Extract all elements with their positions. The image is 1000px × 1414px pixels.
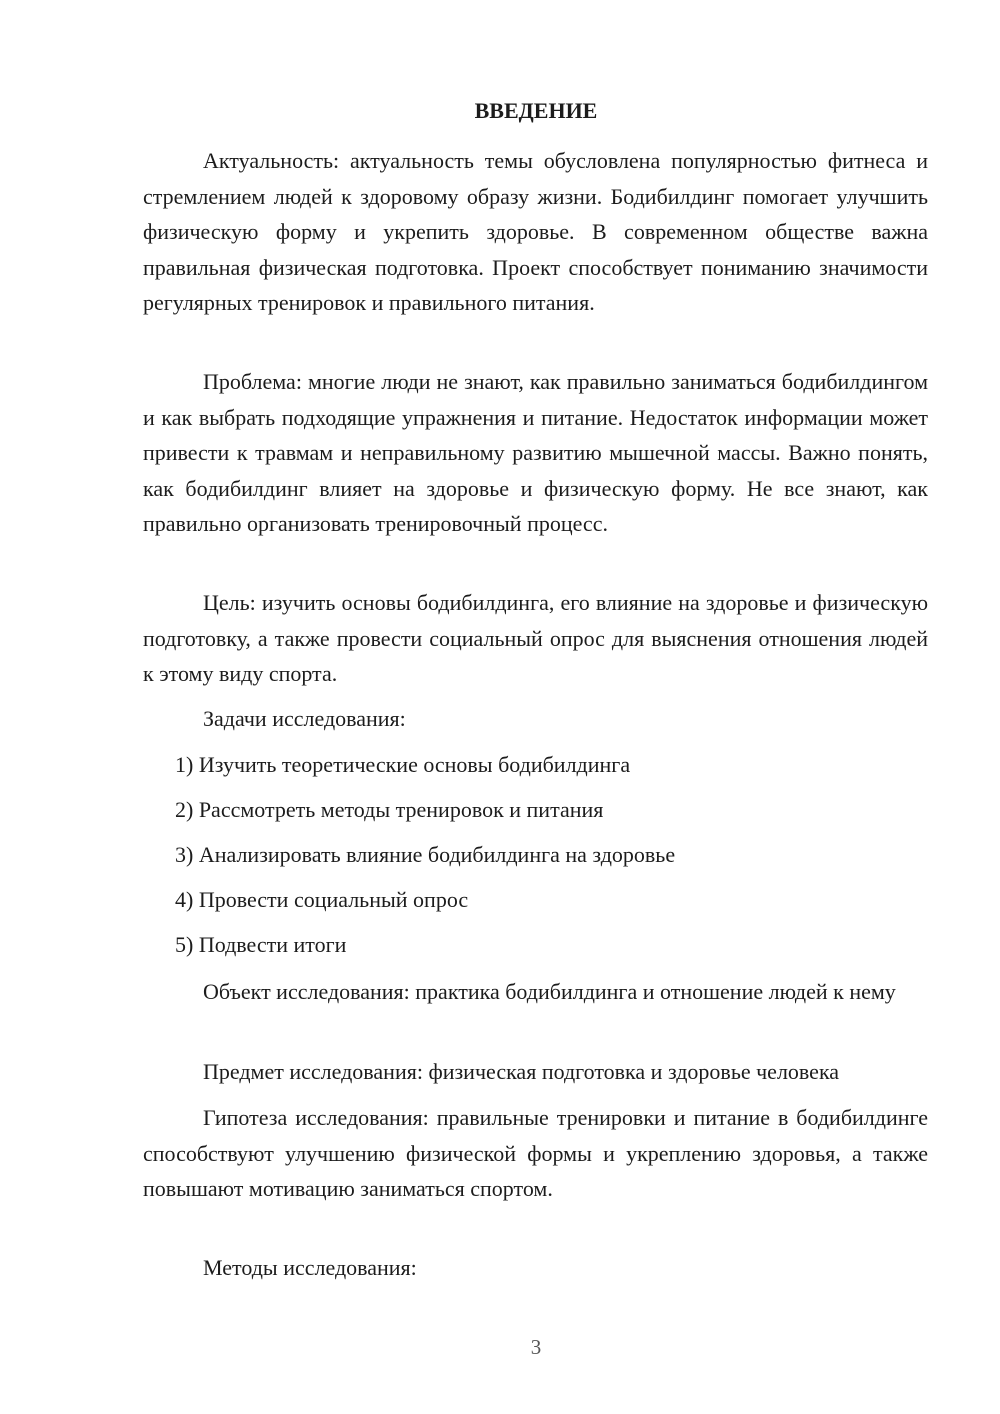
page-title: ВВЕДЕНИЕ [474, 98, 598, 123]
task-item: 4) Провести социальный опрос [175, 887, 469, 912]
task-item: 3) Анализировать влияние бодибилдинга на здоровье [175, 842, 676, 867]
object-paragraph: Объект исследования: практика бодибилдинга и отношение людей к нему [203, 979, 896, 1004]
goal-paragraph: Цель: изучить основы бодибилдинга, его влияние на здоровье и физическую подготовку, а также провести социальный опрос для выяснения отношения людей к этому виду спорта. [143, 590, 928, 686]
hypothesis-paragraph: Гипотеза исследования: правильные тренировки и питание в бодибилдинге способствуют улучшению физической формы и укреплению здоровья, а также повышают мотивацию заниматься спортом. [143, 1105, 928, 1201]
relevance-paragraph: Актуальность: актуальность темы обусловлена популярностью фитнеса и стремлением людей к здоровому образу жизни. Бодибилдинг помогает улучшить физическую форму и укрепить здоровье. В современном обществе важна правильная физическая подготовка. Проект способствует пониманию значимости регулярных тренировок и правильного питания. [143, 148, 928, 315]
subject-paragraph: Предмет исследования: физическая подготовка и здоровье человека [203, 1059, 840, 1084]
tasks-heading: Задачи исследования: [203, 706, 406, 731]
task-item: 2) Рассмотреть методы тренировок и питания [175, 797, 604, 822]
methods-heading: Методы исследования: [203, 1255, 417, 1280]
task-item: 5) Подвести итоги [175, 932, 347, 957]
problem-paragraph: Проблема: многие люди не знают, как правильно заниматься бодибилдингом и как выбрать подходящие упражнения и питание. Недостаток информации может привести к травмам и неправильному развитию мышечной массы. Важно понять, как бодибилдинг влияет на здоровье и физическую форму. Не все знают, как правильно организовать тренировочный процесс. [143, 369, 928, 536]
task-item: 1) Изучить теоретические основы бодибилдинга [175, 752, 631, 777]
page-number: 3 [530, 1335, 542, 1359]
